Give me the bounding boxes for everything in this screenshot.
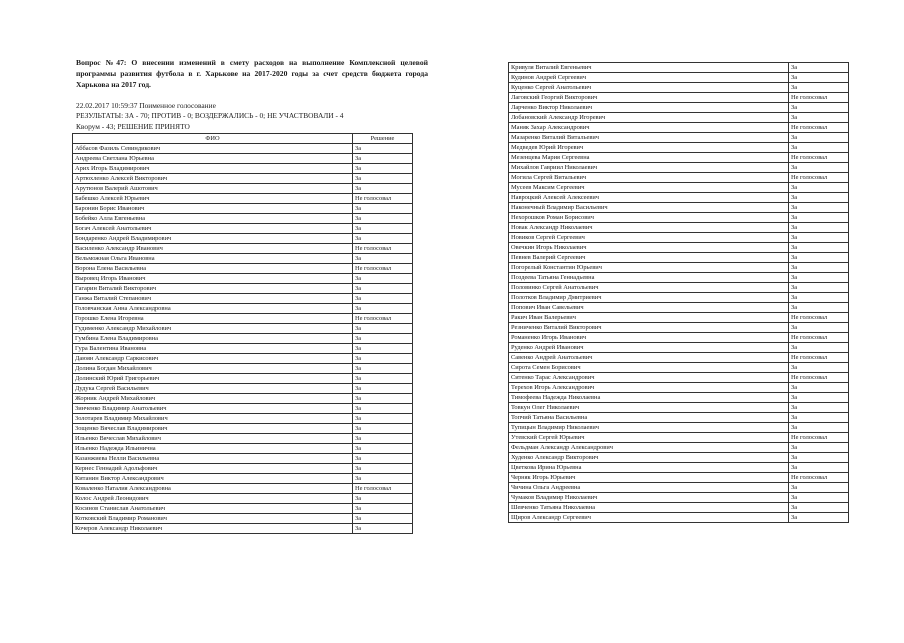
table-row <box>509 143 849 153</box>
deputy-name: Резниченко Виталий Викторович <box>509 323 789 333</box>
deputy-name: Поздеева Татьяна Геннадьевна <box>509 273 789 283</box>
table-row <box>509 513 849 523</box>
vote-decision: За <box>353 524 413 534</box>
deputy-name: Медведев Юрий Игоревич <box>509 143 789 153</box>
table-row <box>73 234 413 244</box>
deputy-name: Андреева Светлана Юрьевна <box>73 154 353 164</box>
vote-decision: За <box>789 403 849 413</box>
vote-decision: Не голосовал <box>353 484 413 494</box>
deputy-name: Ильенко Надежда Ильинична <box>73 444 353 454</box>
table-row <box>73 154 413 164</box>
table-row <box>73 354 413 364</box>
table-row <box>73 174 413 184</box>
question-heading: Вопрос №47: О внесении изменений в смету расходов на выполнение Комплексной целевой программы развития футбола в г. Харькове на 2017-2020 годы за счет средств бюджета города Харькова на 2017 год. <box>76 58 428 89</box>
vote-decision: За <box>353 304 413 314</box>
table-row <box>73 314 413 324</box>
deputy-name: Фельдман Александр Александрович <box>509 443 789 453</box>
vote-decision: Не голосовал <box>789 173 849 183</box>
table-row <box>73 444 413 454</box>
deputy-name: Горошко Елена Игоревна <box>73 314 353 324</box>
table-row <box>509 473 849 483</box>
deputy-name: Кернес Геннадий Адольфович <box>73 464 353 474</box>
vote-decision: За <box>353 274 413 284</box>
table-row <box>73 344 413 354</box>
deputy-name: Дудука Сергей Васильевич <box>73 384 353 394</box>
deputy-name: Баронин Борис Иванович <box>73 204 353 214</box>
table-row <box>73 454 413 464</box>
vote-decision: За <box>789 103 849 113</box>
vote-decision: За <box>353 234 413 244</box>
vote-decision: Не голосовал <box>789 353 849 363</box>
name-column-header: ФИО <box>73 134 353 144</box>
deputy-name: Певнев Валерий Сергеевич <box>509 253 789 263</box>
deputy-name: Аббасов Фазиль Севиндикович <box>73 144 353 154</box>
deputy-name: Ларченко Виктор Николаевич <box>509 103 789 113</box>
vote-decision: За <box>353 404 413 414</box>
table-row <box>509 443 849 453</box>
deputy-name: Нехорошков Роман Борисович <box>509 213 789 223</box>
vote-decision: За <box>789 143 849 153</box>
table-row <box>73 304 413 314</box>
table-row <box>509 483 849 493</box>
table-row <box>73 404 413 414</box>
right-vote-table <box>508 62 849 523</box>
deputy-name: Тупицын Владимир Николаевич <box>509 423 789 433</box>
deputy-name: Золотарев Владимир Михайлович <box>73 414 353 424</box>
deputy-name: Котковский Владимир Романович <box>73 514 353 524</box>
vote-decision: За <box>789 383 849 393</box>
table-row <box>509 373 849 383</box>
vote-decision: За <box>353 184 413 194</box>
vote-date: 22.02.2017 10:59:37 Поименное голосование <box>76 101 216 110</box>
vote-decision: За <box>789 273 849 283</box>
table-row <box>509 293 849 303</box>
table-row <box>73 164 413 174</box>
table-row <box>73 244 413 254</box>
vote-decision: За <box>789 183 849 193</box>
table-row <box>73 474 413 484</box>
vote-decision: За <box>353 454 413 464</box>
deputy-name: Цветкова Ирина Юрьевна <box>509 463 789 473</box>
table-row <box>73 334 413 344</box>
vote-decision: За <box>353 174 413 184</box>
vote-decision: Не голосовал <box>789 433 849 443</box>
deputy-name: Утевский Сергей Юрьевич <box>509 433 789 443</box>
table-row <box>73 204 413 214</box>
deputy-name: Лобановский Александр Игоревич <box>509 113 789 123</box>
deputy-name: Гагарин Виталий Викторович <box>73 284 353 294</box>
vote-decision: За <box>789 283 849 293</box>
vote-decision: За <box>789 323 849 333</box>
deputy-name: Ворона Елена Васильевна <box>73 264 353 274</box>
deputy-name: Гудименко Александр Михайлович <box>73 324 353 334</box>
vote-decision: За <box>789 253 849 263</box>
deputy-name: Головчанская Анна Александровна <box>73 304 353 314</box>
vote-decision: За <box>353 414 413 424</box>
vote-decision: За <box>789 443 849 453</box>
vote-decision: За <box>789 293 849 303</box>
table-row <box>73 384 413 394</box>
deputy-name: Ганжа Виталий Степанович <box>73 294 353 304</box>
deputy-name: Ильенко Вячеслав Михайлович <box>73 434 353 444</box>
deputy-name: Казанжиева Нелли Васильевна <box>73 454 353 464</box>
table-row <box>73 294 413 304</box>
vote-quorum: Кворум - 43; РЕШЕНИЕ ПРИНЯТО <box>76 122 190 131</box>
vote-decision: За <box>353 364 413 374</box>
deputy-name: Навроцкий Алексей Алексеевич <box>509 193 789 203</box>
deputy-name: Овечкин Игорь Николаевич <box>509 243 789 253</box>
table-row <box>509 453 849 463</box>
vote-decision: За <box>789 343 849 353</box>
vote-decision: За <box>353 434 413 444</box>
deputy-name: Китанин Виктор Александрович <box>73 474 353 484</box>
deputy-name: Гумбина Елена Владимировна <box>73 334 353 344</box>
deputy-name: Кривуля Виталий Евгеньевич <box>509 63 789 73</box>
table-row <box>509 133 849 143</box>
deputy-name: Наконечный Владимир Васильевич <box>509 203 789 213</box>
vote-decision: За <box>789 413 849 423</box>
table-row <box>509 243 849 253</box>
deputy-name: Половинко Сергей Анатольевич <box>509 283 789 293</box>
deputy-name: Василенко Александр Иванович <box>73 244 353 254</box>
deputy-name: Топчий Татьяна Васильевна <box>509 413 789 423</box>
deputy-name: Колос Андрей Леонидович <box>73 494 353 504</box>
deputy-name: Чичина Ольга Андреевна <box>509 483 789 493</box>
table-row <box>509 183 849 193</box>
deputy-name: Терехов Игорь Александрович <box>509 383 789 393</box>
table-row <box>73 514 413 524</box>
vote-decision: За <box>789 243 849 253</box>
deputy-name: Товкун Олег Николаевич <box>509 403 789 413</box>
vote-decision: За <box>353 444 413 454</box>
vote-decision: Не голосовал <box>789 373 849 383</box>
table-row <box>73 414 413 424</box>
table-row <box>509 103 849 113</box>
table-row <box>509 163 849 173</box>
deputy-name: Погорелый Константин Юрьевич <box>509 263 789 273</box>
deputy-name: Чумаков Владимир Николаевич <box>509 493 789 503</box>
vote-decision: За <box>789 213 849 223</box>
vote-decision: За <box>353 164 413 174</box>
table-row <box>73 494 413 504</box>
vote-decision: За <box>789 463 849 473</box>
deputy-name: Руденко Андрей Иванович <box>509 343 789 353</box>
vote-decision: За <box>353 324 413 334</box>
table-row <box>509 113 849 123</box>
vote-decision: Не голосовал <box>353 264 413 274</box>
table-row <box>509 263 849 273</box>
deputy-name: Кочеров Александр Николаевич <box>73 524 353 534</box>
deputy-name: Савенко Андрей Анатольевич <box>509 353 789 363</box>
table-row <box>509 403 849 413</box>
vote-decision: За <box>789 453 849 463</box>
deputy-name: Романенко Игорь Иванович <box>509 333 789 343</box>
table-row <box>509 223 849 233</box>
table-row <box>73 264 413 274</box>
vote-decision: За <box>353 504 413 514</box>
vote-decision: За <box>789 113 849 123</box>
vote-decision: За <box>353 154 413 164</box>
deputy-name: Полотков Владимир Дмитриевич <box>509 293 789 303</box>
vote-decision: За <box>353 214 413 224</box>
deputy-name: Бобейко Алла Евгеньевна <box>73 214 353 224</box>
table-row <box>73 184 413 194</box>
table-row <box>509 63 849 73</box>
vote-decision: Не голосовал <box>789 93 849 103</box>
table-row <box>509 93 849 103</box>
deputy-name: Худенко Александр Викторович <box>509 453 789 463</box>
deputy-name: Ракич Иван Валерьевич <box>509 313 789 323</box>
vote-decision: За <box>789 423 849 433</box>
vote-decision: Не голосовал <box>789 153 849 163</box>
vote-decision: За <box>789 233 849 243</box>
vote-decision: За <box>789 73 849 83</box>
vote-decision: За <box>789 483 849 493</box>
deputy-name: Мусеев Максим Сергеевич <box>509 183 789 193</box>
table-row <box>509 493 849 503</box>
table-row <box>73 394 413 404</box>
table-row <box>509 503 849 513</box>
table-row <box>509 73 849 83</box>
left-vote-table <box>72 133 413 534</box>
vote-decision: Не голосовал <box>789 123 849 133</box>
deputy-name: Жорник Андрей Михайлович <box>73 394 353 404</box>
table-row <box>73 324 413 334</box>
vote-decision: За <box>789 493 849 503</box>
table-row <box>509 273 849 283</box>
vote-decision: За <box>353 344 413 354</box>
table-row <box>509 193 849 203</box>
vote-results: РЕЗУЛЬТАТЫ: ЗА - 70; ПРОТИВ - 0; ВОЗДЕРЖАЛИСЬ - 0; НЕ УЧАСТВОВАЛИ - 4 <box>76 111 344 120</box>
table-row <box>509 233 849 243</box>
deputy-name: Тимофеева Надежда Николаевна <box>509 393 789 403</box>
vote-decision: За <box>353 424 413 434</box>
table-row <box>509 283 849 293</box>
vote-decision: За <box>353 494 413 504</box>
deputy-name: Косинов Станислав Анатольевич <box>73 504 353 514</box>
table-row <box>509 303 849 313</box>
deputy-name: Долина Богдан Михайлович <box>73 364 353 374</box>
table-row <box>73 374 413 384</box>
table-row <box>509 253 849 263</box>
table-row <box>73 484 413 494</box>
vote-decision: За <box>789 303 849 313</box>
deputy-name: Коваленко Наталия Александровна <box>73 484 353 494</box>
table-row <box>509 153 849 163</box>
deputy-name: Арих Игорь Владимирович <box>73 164 353 174</box>
deputy-name: Черняк Игорь Юрьевич <box>509 473 789 483</box>
deputy-name: Маняк Захар Александрович <box>509 123 789 133</box>
deputy-name: Лаговский Георгий Викторович <box>509 93 789 103</box>
table-row <box>509 313 849 323</box>
deputy-name: Мезенцева Мария Сергеевна <box>509 153 789 163</box>
deputy-name: Куценко Сергей Анатольевич <box>509 83 789 93</box>
table-row <box>73 144 413 154</box>
vote-decision: За <box>353 474 413 484</box>
table-row <box>509 333 849 343</box>
vote-decision: За <box>789 133 849 143</box>
deputy-name: Бабешко Алексей Юрьевич <box>73 194 353 204</box>
table-row <box>73 214 413 224</box>
table-row <box>73 364 413 374</box>
deputy-name: Щиров Александр Сергеевич <box>509 513 789 523</box>
vote-decision: Не голосовал <box>353 194 413 204</box>
table-header-row <box>73 134 413 144</box>
table-row <box>509 123 849 133</box>
table-row <box>73 194 413 204</box>
table-row <box>509 173 849 183</box>
decision-column-header: Решение <box>353 134 413 144</box>
deputy-name: Долинский Юрий Григорьевич <box>73 374 353 384</box>
table-row <box>73 284 413 294</box>
deputy-name: Даюян Александр Саркисович <box>73 354 353 364</box>
deputy-name: Арутюнов Валерий Ашотович <box>73 184 353 194</box>
vote-decision: Не голосовал <box>789 473 849 483</box>
table-row <box>73 424 413 434</box>
table-row <box>73 524 413 534</box>
deputy-name: Шевченко Татьяна Николаевна <box>509 503 789 513</box>
vote-decision: За <box>353 224 413 234</box>
vote-decision: Не голосовал <box>789 313 849 323</box>
deputy-name: Сирота Семен Борисович <box>509 363 789 373</box>
deputy-name: Зощенко Вячеслав Владимирович <box>73 424 353 434</box>
vote-decision: За <box>353 284 413 294</box>
vote-decision: За <box>789 513 849 523</box>
vote-decision: За <box>353 204 413 214</box>
table-row <box>509 433 849 443</box>
vote-decision: За <box>789 203 849 213</box>
table-row <box>73 464 413 474</box>
vote-decision: За <box>789 393 849 403</box>
vote-decision: За <box>353 254 413 264</box>
deputy-name: Новак Александр Николаевич <box>509 223 789 233</box>
vote-decision: За <box>353 384 413 394</box>
deputy-name: Попович Иван Савельевич <box>509 303 789 313</box>
deputy-name: Новиков Сергей Сергеевич <box>509 233 789 243</box>
vote-decision: За <box>789 193 849 203</box>
vote-decision: За <box>789 63 849 73</box>
vote-decision: За <box>353 394 413 404</box>
deputy-name: Гура Валентина Ивановна <box>73 344 353 354</box>
table-row <box>509 83 849 93</box>
vote-decision: За <box>353 374 413 384</box>
deputy-name: Вельможная Ольга Ивановна <box>73 254 353 264</box>
deputy-name: Бондаренко Андрей Владимирович <box>73 234 353 244</box>
deputy-name: Михайлов Гавриил Николаевич <box>509 163 789 173</box>
deputy-name: Мазаренко Виталий Витальевич <box>509 133 789 143</box>
vote-decision: Не голосовал <box>353 244 413 254</box>
vote-decision: За <box>353 144 413 154</box>
table-row <box>509 413 849 423</box>
table-row <box>509 343 849 353</box>
vote-decision: За <box>353 354 413 364</box>
deputy-name: Артюхленко Алексей Викторович <box>73 174 353 184</box>
table-row <box>509 323 849 333</box>
vote-decision: За <box>789 503 849 513</box>
vote-decision: За <box>789 163 849 173</box>
deputy-name: Зинченко Владимир Анатольевич <box>73 404 353 414</box>
table-row <box>73 254 413 264</box>
table-row <box>509 213 849 223</box>
vote-decision: За <box>789 263 849 273</box>
vote-decision: Не голосовал <box>789 333 849 343</box>
table-row <box>73 434 413 444</box>
deputy-name: Богач Алексей Анатольевич <box>73 224 353 234</box>
deputy-name: Кудинов Андрей Сергеевич <box>509 73 789 83</box>
vote-decision: За <box>353 294 413 304</box>
vote-decision: За <box>789 363 849 373</box>
table-row <box>73 504 413 514</box>
table-row <box>509 423 849 433</box>
vote-decision: За <box>353 334 413 344</box>
table-row <box>509 363 849 373</box>
table-row <box>509 203 849 213</box>
table-row <box>509 383 849 393</box>
vote-decision: За <box>353 514 413 524</box>
table-row <box>509 393 849 403</box>
table-row <box>509 353 849 363</box>
vote-decision: За <box>789 223 849 233</box>
table-row <box>509 463 849 473</box>
vote-decision: За <box>353 464 413 474</box>
deputy-name: Ситенко Тарас Александрович <box>509 373 789 383</box>
table-row <box>73 274 413 284</box>
deputy-name: Выровец Игорь Иванович <box>73 274 353 284</box>
vote-decision: За <box>789 83 849 93</box>
vote-decision: Не голосовал <box>353 314 413 324</box>
table-row <box>73 224 413 234</box>
deputy-name: Могила Сергей Витальевич <box>509 173 789 183</box>
